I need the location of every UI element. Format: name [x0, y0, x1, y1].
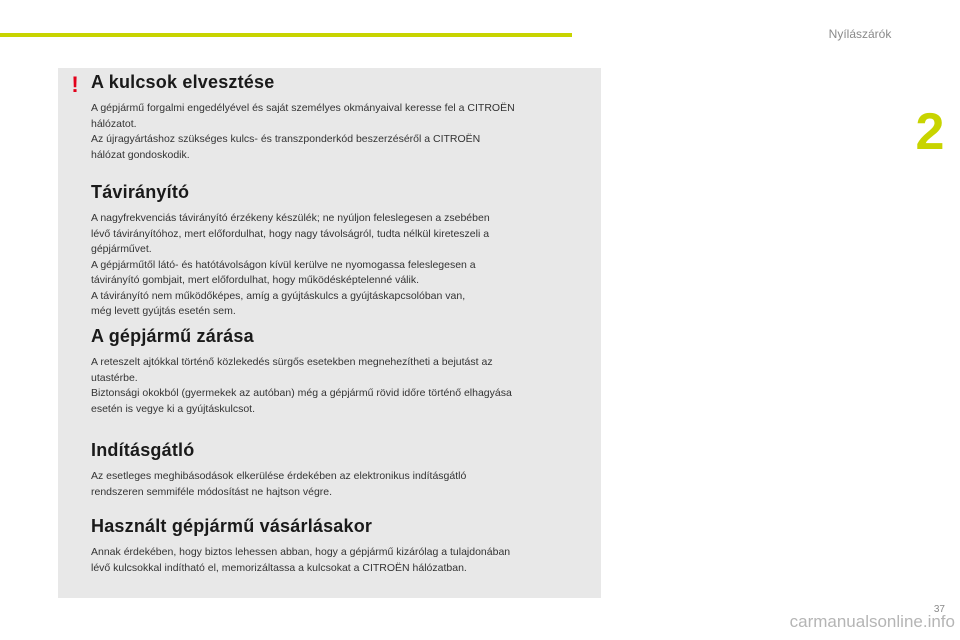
section-remote-control [91, 182, 591, 320]
section-title: A kulcsok elvesztése [91, 72, 275, 92]
section-used-vehicle [91, 516, 591, 576]
section-title: Távirányító [91, 182, 190, 202]
section-body: A reteszelt ajtókkal történő közlekedés sürgős esetekben megnehezítheti a bejutást az utastérbe. Biztonsági okokból (gyermekek az autóban) még a gépjármű rövid időre történő elhagyása esetén is vegye ki a gyújtáskulcsot. [91, 356, 512, 415]
section-body: Az esetleges meghibásodások elkerülése érdekében az elektronikus indításgátló rendszeren semmiféle módosítást ne hajtson végre. [91, 470, 467, 498]
section-body: A gépjármű forgalmi engedélyével és saját személyes okmányaival keresse fel a CITROËN hálózatot. Az újragyártáshoz szükséges kulcs- és transzponderkód beszerzéséről a CITROËN hálózat gondoskodik. [91, 102, 515, 161]
section-vehicle-locking [91, 326, 591, 417]
chapter-title: Nyílászárók [828, 27, 892, 41]
section-body: A nagyfrekvenciás távirányító érzékeny készülék; ne nyúljon feleslegesen a zsebében lévő távirányítóhoz, mert előfordulhat, hogy nagy távolságról, tudta nélkül kireteszeli a gépjárművet. A gépjárműtől látó- és hatótávolságon kívül kerülve ne nyomogassa feleslegesen a távirányító gombjait, mert előfordulhat, hogy működésképtelenné válik. A távirányító nem működőképes, amíg a gyújtáskulcs a gyújtáskapcsolóban van, még levett gyújtás esetén sem. [91, 212, 490, 317]
watermark: carmanualsonline.info [789, 612, 955, 631]
section-lost-keys [91, 72, 591, 163]
chapter-accent-bar [0, 33, 572, 37]
section-body: Annak érdekében, hogy biztos lehessen abban, hogy a gépjármű kizárólag a tulajdonában lévő kulcsokkal indítható el, memorizáltassa a kulcsokat a CITROËN hálózatban. [91, 546, 511, 574]
chapter-number: 2 [915, 103, 945, 161]
section-title: A gépjármű zárása [91, 326, 254, 346]
page-number: 37 [933, 604, 945, 615]
section-title: Indításgátló [91, 440, 195, 460]
section-title: Használt gépjármű vásárlásakor [91, 516, 373, 536]
warning-exclamation-icon: ! [71, 72, 79, 97]
section-immobiliser [91, 440, 591, 500]
